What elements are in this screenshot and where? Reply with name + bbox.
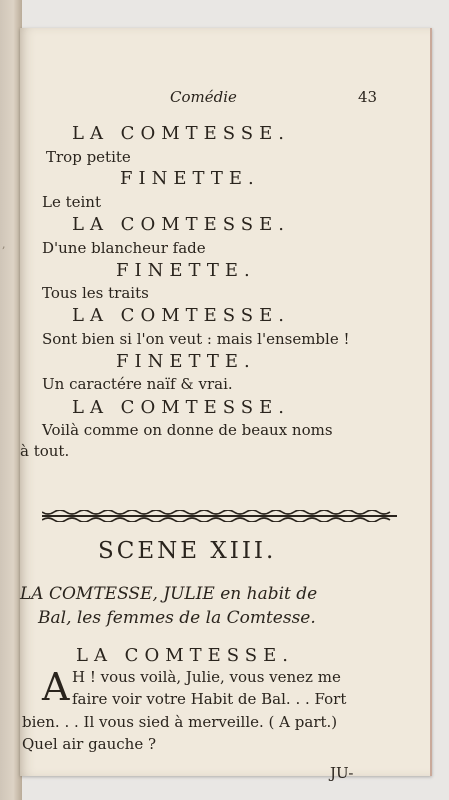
running-title: Comédie [170, 88, 237, 106]
dialogue-line: H ! vous voilà, Julie, vous venez me [72, 668, 341, 686]
drop-capital: A [42, 665, 70, 709]
dialogue-line: Tous les traits [42, 284, 149, 302]
dialogue-line: Un caractére naïf & vrai. [42, 375, 233, 393]
speaker-name: LA COMTESSE. [72, 305, 290, 326]
previous-page-edge [0, 0, 22, 800]
dialogue-line: faire voir votre Habit de Bal. . . Fort [72, 690, 347, 708]
speaker-name: FINETTE. [120, 168, 260, 189]
dialogue-line: bien. . . Il vous sied à merveille. ( A part.) [22, 713, 338, 731]
dialogue-line: D'une blancheur fade [42, 239, 206, 257]
catchword: JU- [330, 764, 354, 782]
dialogue-line: Quel air gauche ? [22, 735, 157, 753]
speaker-name: LA COMTESSE. [76, 645, 294, 666]
speaker-name: FINETTE. [116, 351, 256, 372]
speaker-name: LA COMTESSE. [72, 397, 290, 418]
speaker-name: LA COMTESSE. [72, 214, 290, 235]
speaker-name: FINETTE. [116, 260, 256, 281]
book-page [20, 28, 432, 782]
ghost-text: , [2, 238, 6, 251]
stage-direction: LA COMTESSE, JULIE en habit de [20, 584, 318, 604]
ornamental-divider [42, 510, 397, 522]
dialogue-line: Le teint [42, 193, 101, 211]
dialogue-line: à tout. [20, 442, 70, 460]
dialogue-line: Sont bien si l'on veut : mais l'ensemble ! [42, 330, 350, 348]
scene-heading: SCENE XIII. [98, 538, 277, 564]
dialogue-line: Trop petite [46, 148, 131, 166]
stage-direction: Bal, les femmes de la Comtesse. [38, 608, 316, 628]
speaker-name: LA COMTESSE. [72, 123, 290, 144]
page-number: 43 [358, 88, 378, 106]
dialogue-line: Voilà comme on donne de beaux noms [42, 421, 333, 439]
